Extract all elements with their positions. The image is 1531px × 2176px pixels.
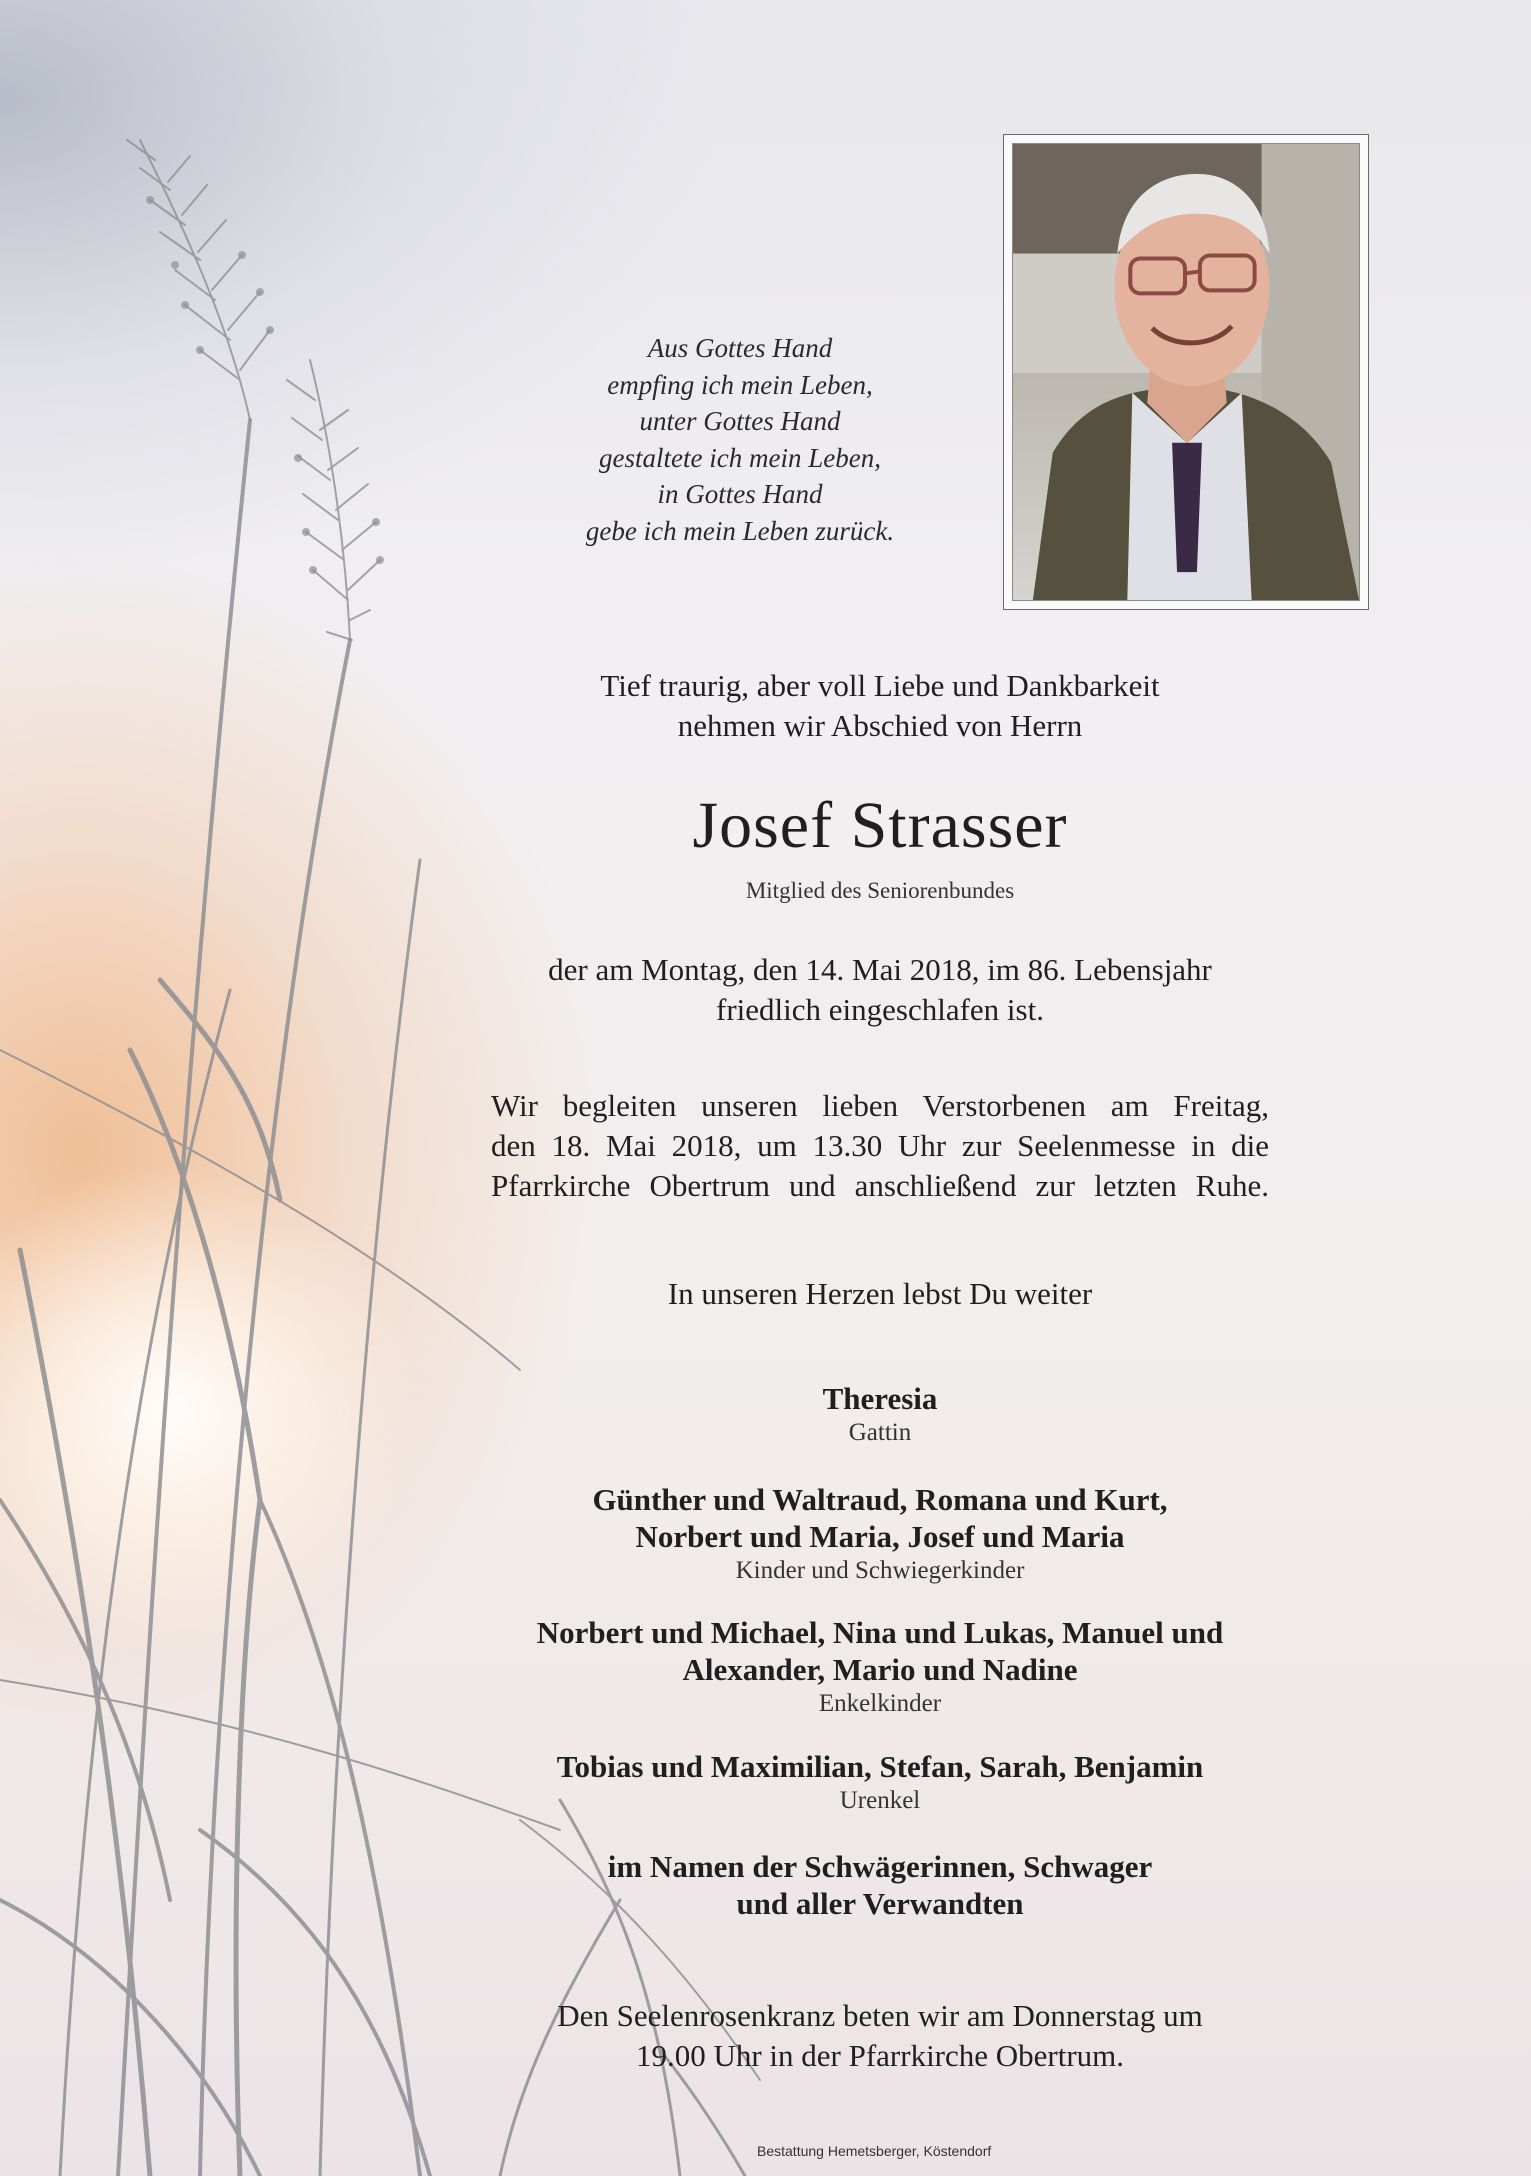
poem-line: gestaltete ich mein Leben, [599, 442, 881, 473]
motto: In unseren Herzen lebst Du weiter [667, 1276, 1093, 1311]
poem-line: in Gottes Hand [657, 479, 823, 509]
intro [400, 666, 1360, 746]
death-line: der am Montag, den 14. Mai 2018, im 86. Lebensjahr [548, 952, 1212, 987]
poem-line: gebe ich mein Leben zurück. [585, 515, 895, 546]
rosary-line: 19.00 Uhr in der Pfarrkirche Obertrum. [635, 2038, 1125, 2073]
mourner-relation: Gattin [848, 1419, 912, 1446]
mourner-names: im Namen der Schwägerinnen, Schwager [607, 1849, 1153, 1884]
mourner-relation: Kinder und Schwiegerkinder [735, 1557, 1025, 1584]
mourner-names: und aller Verwandten [736, 1886, 1024, 1921]
intro-line: nehmen wir Abschied von Herrn [677, 708, 1083, 743]
poem-line: unter Gottes Hand [639, 406, 841, 436]
mourner-names: Theresia [822, 1381, 938, 1416]
mourner-names: Tobias und Maximilian, Stefan, Sarah, Benjamin [556, 1749, 1204, 1784]
mourner-names: Günther und Waltraud, Romana und Kurt, [592, 1482, 1168, 1517]
mourner-group [400, 1380, 1360, 1448]
death-line: friedlich eingeschlafen ist. [716, 992, 1044, 1027]
funeral-line: Wir begleiten unseren lieben Verstorbenen am Freitag, [491, 1088, 1269, 1123]
mourner-names: Norbert und Michael, Nina und Lukas, Manuel und [536, 1615, 1224, 1650]
death-notice [400, 950, 1360, 1030]
rosary-line: Den Seelenrosenkranz beten wir am Donnerstag um [557, 1998, 1203, 2033]
poem-line: empfing ich mein Leben, [607, 369, 873, 400]
mourner-relation: Enkelkinder [818, 1690, 942, 1717]
funeral-line: den 18. Mai 2018, um 13.30 Uhr zur Seelenmesse in die [491, 1128, 1269, 1163]
mourner-group [400, 1481, 1360, 1586]
portrait-photo [1012, 143, 1360, 601]
mourner-relation: Urenkel [839, 1787, 921, 1814]
poem-line: Aus Gottes Hand [647, 333, 833, 363]
funeral-home-credit: Bestattung Hemetsberger, Köstendorf [757, 2143, 992, 2159]
mourner-names: Norbert und Maria, Josef und Maria [635, 1519, 1125, 1554]
poem [520, 330, 960, 549]
membership: Mitglied des Seniorenbundes [745, 878, 1015, 903]
mourner-names: Alexander, Mario und Nadine [682, 1652, 1078, 1687]
intro-line: Tief traurig, aber voll Liebe und Dankbarkeit [600, 668, 1160, 703]
portrait-frame [1003, 134, 1369, 610]
rosary-notice [400, 1996, 1360, 2076]
mourner-group [400, 1748, 1360, 1816]
mourner-group [400, 1848, 1360, 1922]
deceased-name: Josef Strasser [692, 789, 1068, 862]
funeral-line: Pfarrkirche Obertrum und anschließend zur letzten Ruhe. [491, 1168, 1269, 1203]
funeral-notice [491, 1086, 1269, 1206]
mourner-group [400, 1614, 1360, 1719]
